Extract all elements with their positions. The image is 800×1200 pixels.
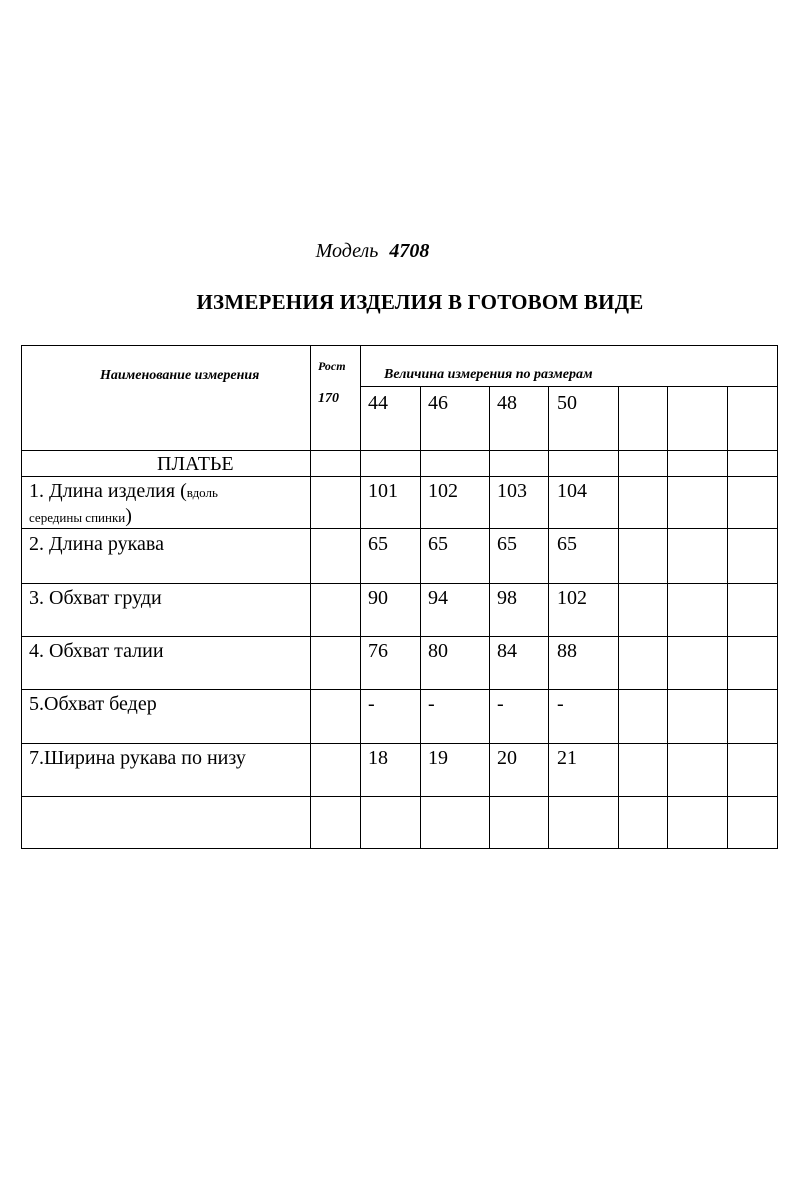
row-label-tail: ) [125, 505, 132, 527]
row-label-note: вдоль [186, 485, 218, 500]
size-48: 48 [497, 392, 517, 414]
table-cell: - [428, 693, 435, 715]
table-cell: 65 [557, 533, 577, 555]
row-label-note-2: середины спинки [29, 510, 126, 525]
row-divider [21, 476, 778, 477]
table-cell: - [557, 693, 564, 715]
table-cell: 84 [497, 640, 517, 662]
row-label-main: 1. Длина изделия ( [29, 480, 187, 502]
header-name-column: Наименование измерения [100, 368, 260, 383]
row-label: 4. Обхват талии [29, 640, 164, 662]
col-divider [548, 386, 549, 849]
row-label: 5.Обхват бедер [29, 693, 157, 715]
section-title: ПЛАТЬЕ [157, 453, 234, 475]
size-44: 44 [368, 392, 388, 414]
table-cell: - [497, 693, 504, 715]
row-divider [21, 583, 778, 584]
table-border-bottom [21, 848, 778, 849]
row-label: 7.Ширина рукава по низу [29, 747, 246, 769]
table-cell: 19 [428, 747, 448, 769]
table-cell: - [368, 693, 375, 715]
row-divider [21, 743, 778, 744]
header-rost-label: Рост [318, 359, 346, 373]
table-cell: 94 [428, 587, 448, 609]
table-cell: 102 [557, 587, 587, 609]
table-border-top [21, 345, 778, 346]
model-number: 4708 [389, 240, 430, 262]
col-divider [667, 386, 668, 849]
col-divider [727, 386, 728, 849]
table-cell: 90 [368, 587, 388, 609]
size-46: 46 [428, 392, 448, 414]
page-title: ИЗМЕРЕНИЯ ИЗДЕЛИЯ В ГОТОВОМ ВИДЕ [196, 290, 644, 314]
table-cell: 18 [368, 747, 388, 769]
header-sizes-divider [360, 386, 778, 387]
table-cell: 103 [497, 480, 527, 502]
table-cell: 102 [428, 480, 458, 502]
table-cell: 101 [368, 480, 398, 502]
table-cell: 104 [557, 480, 587, 502]
col-divider [310, 345, 311, 849]
table-border-left [21, 345, 22, 849]
col-divider [489, 386, 490, 849]
table-border-right [777, 345, 778, 849]
header-rost-value: 170 [318, 391, 339, 406]
header-sizes-label: Величина измерения по размерам [384, 367, 593, 382]
row-divider [21, 450, 778, 451]
table-cell: 88 [557, 640, 577, 662]
table-cell: 65 [368, 533, 388, 555]
table-cell: 76 [368, 640, 388, 662]
row-divider [21, 689, 778, 690]
col-divider [420, 386, 421, 849]
size-50: 50 [557, 392, 577, 414]
row-label-continued [29, 505, 132, 528]
row-label [29, 480, 218, 503]
model-label: Модель [315, 240, 379, 262]
table-cell: 20 [497, 747, 517, 769]
table-cell: 80 [428, 640, 448, 662]
table-cell: 21 [557, 747, 577, 769]
row-divider [21, 636, 778, 637]
row-divider [21, 796, 778, 797]
table-cell: 65 [497, 533, 517, 555]
row-label: 3. Обхват груди [29, 587, 162, 609]
row-divider [21, 528, 778, 529]
col-divider [360, 345, 361, 849]
row-label: 2. Длина рукава [29, 533, 164, 555]
table-cell: 98 [497, 587, 517, 609]
col-divider [618, 386, 619, 849]
table-cell: 65 [428, 533, 448, 555]
